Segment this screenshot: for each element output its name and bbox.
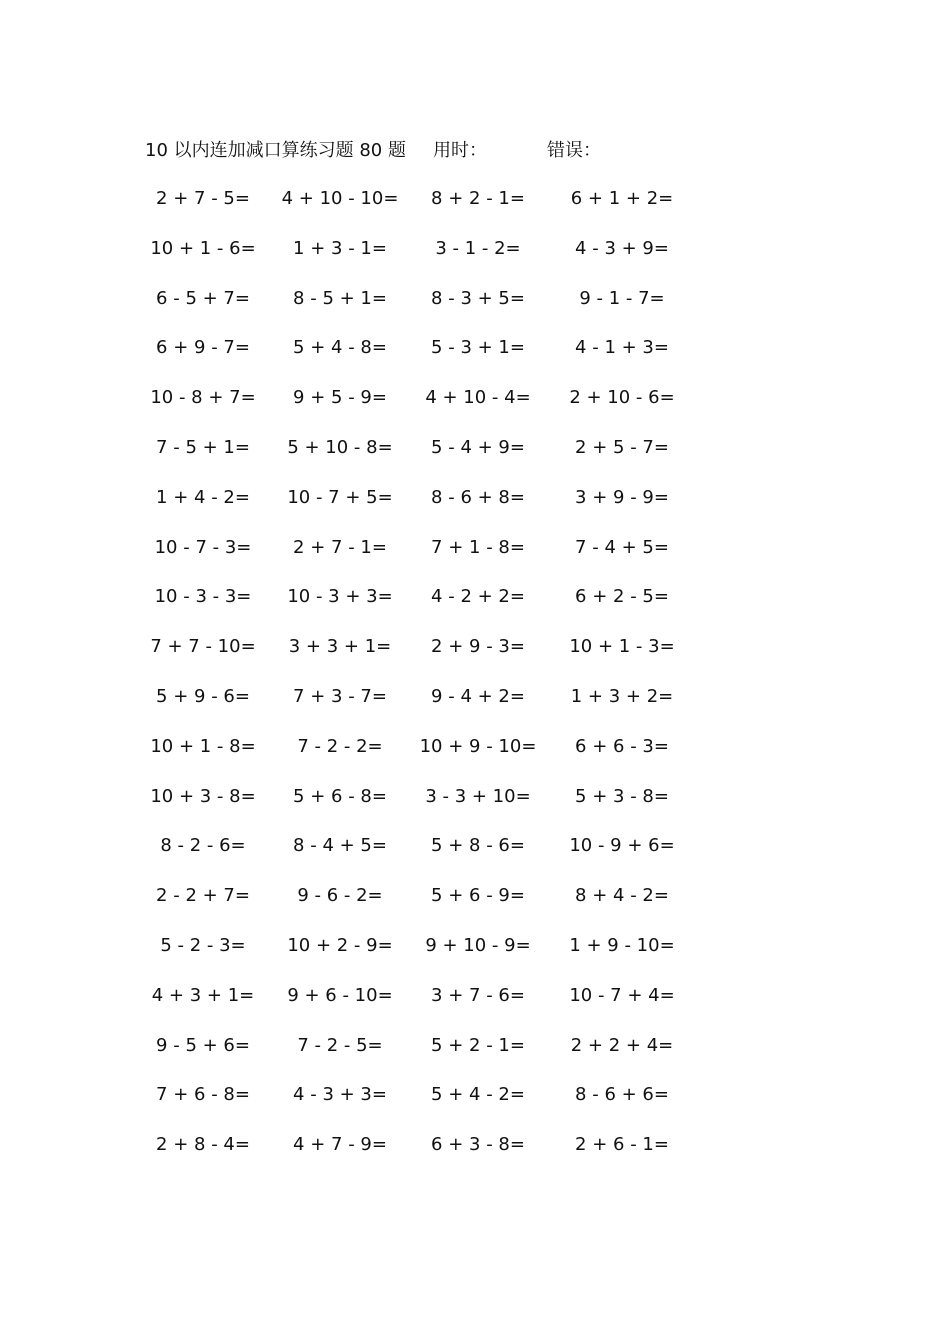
math-problem: 7 + 7 - 10= [150, 636, 256, 658]
math-problem: 10 + 3 - 8= [150, 785, 256, 807]
problem-row [0, 784, 950, 834]
problem-row [0, 435, 950, 485]
math-problem: 4 - 2 + 2= [431, 586, 525, 608]
math-problem: 3 - 1 - 2= [435, 237, 521, 259]
problem-row [0, 485, 950, 535]
problem-row [0, 1033, 950, 1083]
math-problem: 5 - 4 + 9= [431, 436, 525, 458]
math-problem: 7 - 5 + 1= [156, 436, 250, 458]
math-problem: 8 - 3 + 5= [431, 287, 525, 309]
math-problem: 2 + 10 - 6= [569, 387, 675, 409]
math-problem: 5 + 4 - 2= [431, 1084, 525, 1106]
problem-row [0, 535, 950, 585]
math-problem: 7 + 6 - 8= [156, 1084, 250, 1106]
math-problem: 2 + 6 - 1= [575, 1134, 669, 1156]
math-problem: 2 + 7 - 1= [293, 536, 387, 558]
math-problem: 5 + 2 - 1= [431, 1034, 525, 1056]
math-problem: 6 + 3 - 8= [431, 1134, 525, 1156]
math-problem: 5 + 8 - 6= [431, 835, 525, 857]
math-problem: 10 + 1 - 6= [150, 237, 256, 259]
problem-row [0, 734, 950, 784]
math-problem: 6 + 1 + 2= [570, 188, 674, 209]
problem-row [0, 186, 950, 236]
math-problem: 6 - 5 + 7= [156, 287, 250, 309]
math-problem: 9 + 5 - 9= [293, 387, 387, 409]
math-problem: 10 - 8 + 7= [150, 387, 256, 409]
problem-row [0, 983, 950, 1033]
problem-row [0, 335, 950, 385]
math-problem: 9 - 5 + 6= [156, 1034, 250, 1056]
math-problem: 5 + 9 - 6= [156, 685, 250, 707]
math-problem: 8 - 5 + 1= [293, 287, 387, 309]
math-problem: 8 - 2 - 6= [160, 835, 246, 857]
math-problem: 9 - 4 + 2= [431, 685, 525, 707]
time-used-label: 用时： [433, 140, 487, 161]
math-problem: 7 - 2 - 5= [297, 1034, 383, 1056]
math-problem: 10 + 1 - 3= [569, 636, 675, 658]
math-problem: 9 + 6 - 10= [287, 984, 393, 1006]
math-problem: 10 + 9 - 10= [419, 735, 537, 757]
math-problem: 4 + 10 - 10= [281, 188, 399, 209]
math-problem: 4 - 3 + 3= [293, 1084, 387, 1106]
math-problem: 5 - 3 + 1= [431, 337, 525, 359]
math-problem: 8 - 4 + 5= [293, 835, 387, 857]
math-problem: 5 + 6 - 9= [431, 885, 525, 907]
math-problem: 10 + 1 - 8= [150, 735, 256, 757]
problem-row [0, 286, 950, 336]
math-problem: 2 - 2 + 7= [156, 885, 250, 907]
math-problem: 3 - 3 + 10= [425, 785, 531, 807]
math-problem: 1 + 3 - 1= [293, 237, 387, 259]
math-problem: 9 - 1 - 7= [579, 287, 665, 309]
problem-row [0, 584, 950, 634]
problem-row [0, 684, 950, 734]
math-problem: 7 + 1 - 8= [431, 536, 525, 558]
math-problem: 10 - 3 - 3= [154, 586, 252, 608]
problem-row [0, 634, 950, 684]
math-problem: 1 + 4 - 2= [156, 486, 250, 508]
problem-row [0, 933, 950, 983]
math-problem: 10 - 3 + 3= [287, 586, 393, 608]
math-problem: 8 + 4 - 2= [575, 885, 669, 907]
problem-row [0, 1082, 950, 1132]
problem-row [0, 1132, 950, 1182]
math-problem: 1 + 9 - 10= [569, 934, 675, 956]
math-problem: 6 + 2 - 5= [575, 586, 669, 608]
math-problem: 6 + 6 - 3= [575, 735, 669, 757]
problem-row [0, 833, 950, 883]
math-problem: 2 + 8 - 4= [156, 1134, 250, 1156]
math-problem: 3 + 7 - 6= [431, 984, 525, 1006]
math-problem: 2 + 5 - 7= [575, 436, 669, 458]
problem-row [0, 883, 950, 933]
math-problem: 3 + 9 - 9= [575, 486, 669, 508]
errors-label: 错误： [547, 140, 601, 161]
math-problem: 5 - 2 - 3= [160, 934, 246, 956]
math-problem: 4 + 10 - 4= [425, 387, 531, 409]
math-problem: 2 + 2 + 4= [570, 1034, 674, 1056]
math-problem: 9 + 10 - 9= [425, 934, 531, 956]
math-problem: 8 - 6 + 8= [431, 486, 525, 508]
problem-grid [0, 186, 950, 1182]
math-problem: 4 - 1 + 3= [575, 337, 669, 359]
math-problem: 9 - 6 - 2= [297, 885, 383, 907]
math-problem: 7 - 4 + 5= [575, 536, 669, 558]
math-problem: 2 + 9 - 3= [431, 636, 525, 658]
math-problem: 10 - 7 + 5= [287, 486, 393, 508]
problem-row [0, 385, 950, 435]
math-problem: 10 - 7 - 3= [154, 536, 252, 558]
math-problem: 10 - 9 + 6= [569, 835, 675, 857]
math-problem: 8 + 2 - 1= [431, 188, 525, 209]
math-problem: 8 - 6 + 6= [575, 1084, 669, 1106]
math-problem: 6 + 9 - 7= [156, 337, 250, 359]
math-problem: 7 + 3 - 7= [293, 685, 387, 707]
math-problem: 4 - 3 + 9= [575, 237, 669, 259]
math-problem: 2 + 7 - 5= [156, 188, 250, 209]
worksheet-title: 10 以内连加减口算练习题 80 题 [145, 140, 406, 161]
math-problem: 5 + 10 - 8= [287, 436, 393, 458]
math-problem: 5 + 6 - 8= [293, 785, 387, 807]
math-problem: 7 - 2 - 2= [297, 735, 383, 757]
math-problem: 4 + 3 + 1= [151, 984, 255, 1006]
math-problem: 10 + 2 - 9= [287, 934, 393, 956]
math-problem: 3 + 3 + 1= [288, 636, 392, 658]
math-problem: 10 - 7 + 4= [569, 984, 675, 1006]
math-problem: 4 + 7 - 9= [293, 1134, 387, 1156]
problem-row [0, 236, 950, 286]
math-problem: 5 + 3 - 8= [575, 785, 669, 807]
math-problem: 1 + 3 + 2= [570, 685, 674, 707]
math-problem: 5 + 4 - 8= [293, 337, 387, 359]
